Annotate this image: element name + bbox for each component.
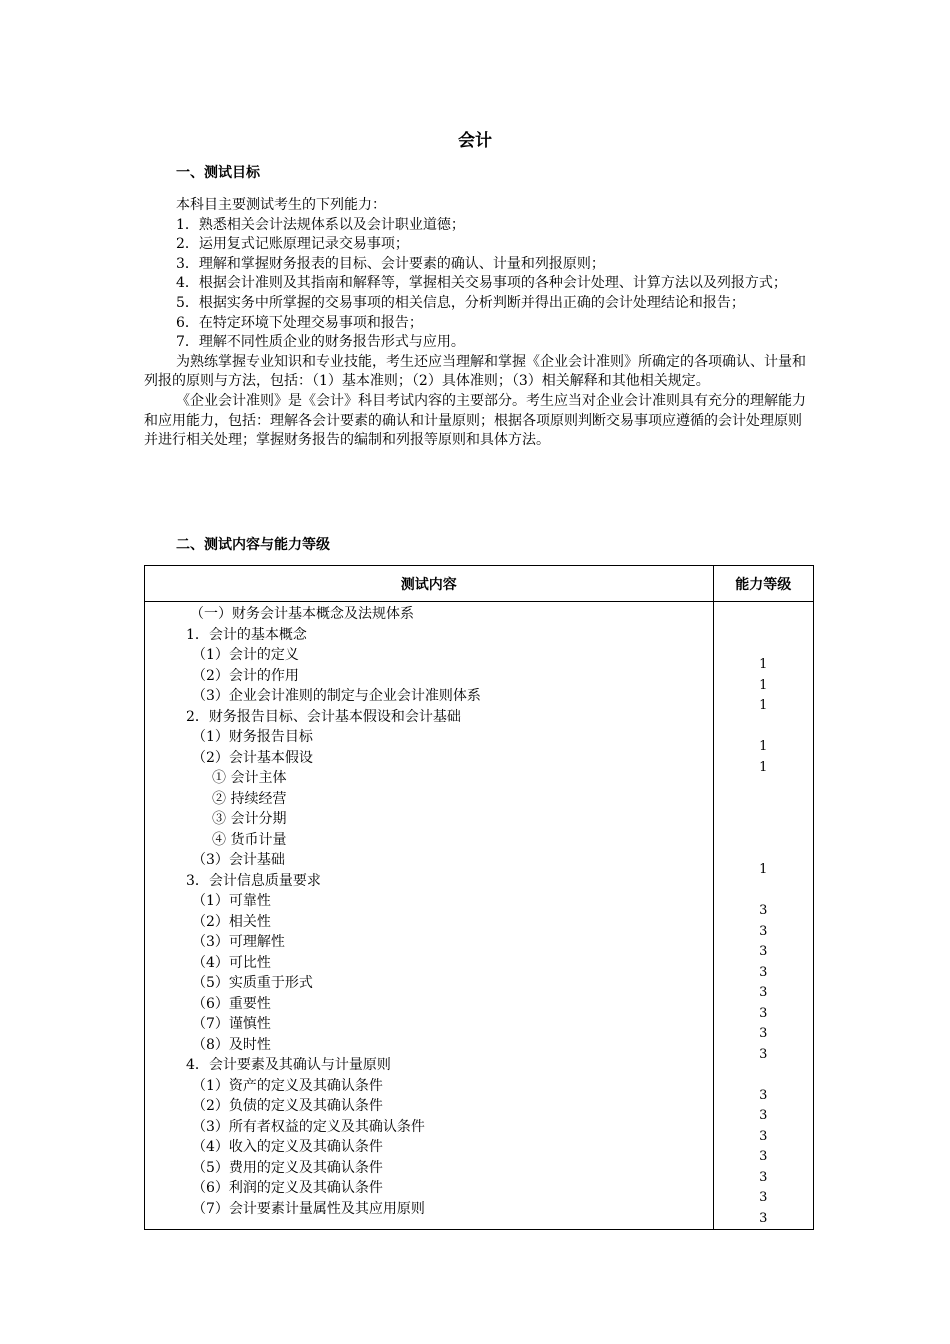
- header-ability-level: 能力等级: [713, 566, 813, 602]
- document-title: 会计: [458, 131, 492, 151]
- content-row: 1．会计的基本概念: [186, 626, 307, 643]
- level-value: [714, 635, 813, 656]
- content-cell: [145, 602, 714, 1230]
- level-value: 3: [759, 1046, 768, 1062]
- content-row: （5）费用的定义及其确认条件: [192, 1159, 383, 1176]
- content-row: （4）可比性: [192, 954, 271, 971]
- level-value: 3: [759, 1005, 768, 1021]
- level-value: 1: [759, 677, 768, 693]
- level-value: 3: [759, 1026, 768, 1041]
- content-row: ② 持续经营: [212, 790, 287, 807]
- content-row: （1）资产的定义及其确认条件: [192, 1077, 383, 1094]
- content-row: （3）可理解性: [192, 934, 285, 950]
- level-value: 3: [759, 964, 768, 980]
- paragraph: 《企业会计准则》是《会计》科目考试内容的主要部分。考生应当对企业会计准则具有充分的理解能力和应用能力，包括：理解各会计要素的确认和计量原则；根据各项原则判断交易事项应遵循的会计处理原则并进行相关处理；掌握财务报告的编制和列报等原则和具体方法。: [144, 392, 806, 449]
- level-value: 3: [759, 1087, 768, 1103]
- content-row: 2．财务报告目标、会计基本假设和会计基础: [186, 708, 461, 725]
- level-value: 3: [759, 1108, 768, 1123]
- level-value: 3: [759, 1210, 768, 1226]
- content-level-table: [144, 565, 814, 1230]
- level-value: 1: [759, 759, 768, 775]
- paragraph: 6．在特定环境下处理交易事项和报告；: [176, 314, 423, 331]
- level-value: [714, 799, 813, 820]
- content-row: ④ 货币计量: [212, 831, 287, 848]
- level-value: 1: [759, 862, 768, 877]
- content-row: （一）财务会计基本概念及法规体系: [190, 606, 414, 622]
- level-value: 1: [759, 739, 768, 754]
- section-heading-test-objectives: 一、测试目标: [176, 165, 260, 181]
- content-row: （7）谨慎性: [192, 1016, 271, 1032]
- level-value: 3: [759, 1128, 768, 1144]
- level-value: [714, 840, 813, 861]
- level-value: 3: [759, 985, 768, 1000]
- content-row: （3）企业会计准则的制定与企业会计准则体系: [192, 688, 481, 704]
- level-value: [714, 881, 813, 902]
- content-row: （7）会计要素计量属性及其应用原则: [192, 1200, 425, 1217]
- objectives-body: [144, 196, 808, 451]
- content-row: 3．会计信息质量要求: [186, 872, 321, 889]
- paragraph: 1．熟悉相关会计法规体系以及会计职业道德；: [176, 216, 465, 233]
- paragraph: 本科目主要测试考生的下列能力：: [176, 197, 386, 213]
- paragraph: 7．理解不同性质企业的财务报告形式与应用。: [176, 334, 465, 351]
- content-row: （2）会计基本假设: [192, 749, 313, 766]
- section-heading-test-content: 二、测试内容与能力等级: [176, 537, 330, 553]
- content-row: （2）相关性: [192, 913, 271, 930]
- content-row: （3）所有者权益的定义及其确认条件: [192, 1118, 425, 1135]
- content-row: （2）负债的定义及其确认条件: [192, 1098, 383, 1114]
- level-value: 3: [759, 1149, 768, 1164]
- paragraph: 2．运用复式记账原理记录交易事项；: [176, 236, 409, 253]
- table-header-row: [145, 566, 814, 602]
- content-row: （6）利润的定义及其确认条件: [192, 1180, 383, 1196]
- content-row: （8）及时性: [192, 1036, 271, 1053]
- content-row: （1）会计的定义: [192, 647, 299, 663]
- content-row: ③ 会计分期: [212, 811, 287, 827]
- level-value: [714, 717, 813, 738]
- level-list: [714, 602, 813, 1229]
- table-body-row: [145, 602, 814, 1230]
- paragraph: 为熟练掌握专业知识和专业技能，考生还应当理解和掌握《企业会计准则》所确定的各项确认、计量和列报的原则与方法，包括：（1）基本准则；（2）具体准则；（3）相关解释和其他相关规定。: [144, 353, 806, 390]
- content-row: （2）会计的作用: [192, 667, 299, 684]
- level-cell: [713, 602, 813, 1230]
- paragraph: 5．根据实务中所掌握的交易事项的相关信息，分析判断并得出正确的会计处理结论和报告；: [176, 294, 745, 311]
- level-value: [714, 1065, 813, 1086]
- level-value: [714, 778, 813, 799]
- header-test-content: 测试内容: [145, 566, 714, 602]
- content-row: （1）可靠性: [192, 893, 271, 909]
- content-row: （5）实质重于形式: [192, 975, 313, 991]
- level-value: 3: [759, 944, 768, 959]
- content-row: （4）收入的定义及其确认条件: [192, 1139, 383, 1155]
- content-row: （1）财务报告目标: [192, 729, 313, 745]
- content-row: （6）重要性: [192, 995, 271, 1012]
- level-value: [714, 819, 813, 840]
- content-row: 4．会计要素及其确认与计量原则: [186, 1057, 391, 1073]
- level-value: 1: [759, 657, 768, 672]
- paragraph: 3．理解和掌握财务报表的目标、会计要素的确认、计量和列报原则；: [176, 255, 605, 272]
- content-row: （3）会计基础: [192, 852, 285, 868]
- content-row: ① 会计主体: [212, 770, 287, 786]
- level-value: 1: [759, 698, 768, 713]
- level-value: [714, 614, 813, 635]
- level-value: 3: [759, 903, 768, 918]
- level-value: 3: [759, 1169, 768, 1185]
- paragraph: 4．根据会计准则及其指南和解释等，掌握相关交易事项的各种会计处理、计算方法以及列报方式；: [176, 275, 787, 292]
- level-value: 3: [759, 1190, 768, 1205]
- content-list: [145, 602, 713, 1219]
- level-value: 3: [759, 923, 768, 939]
